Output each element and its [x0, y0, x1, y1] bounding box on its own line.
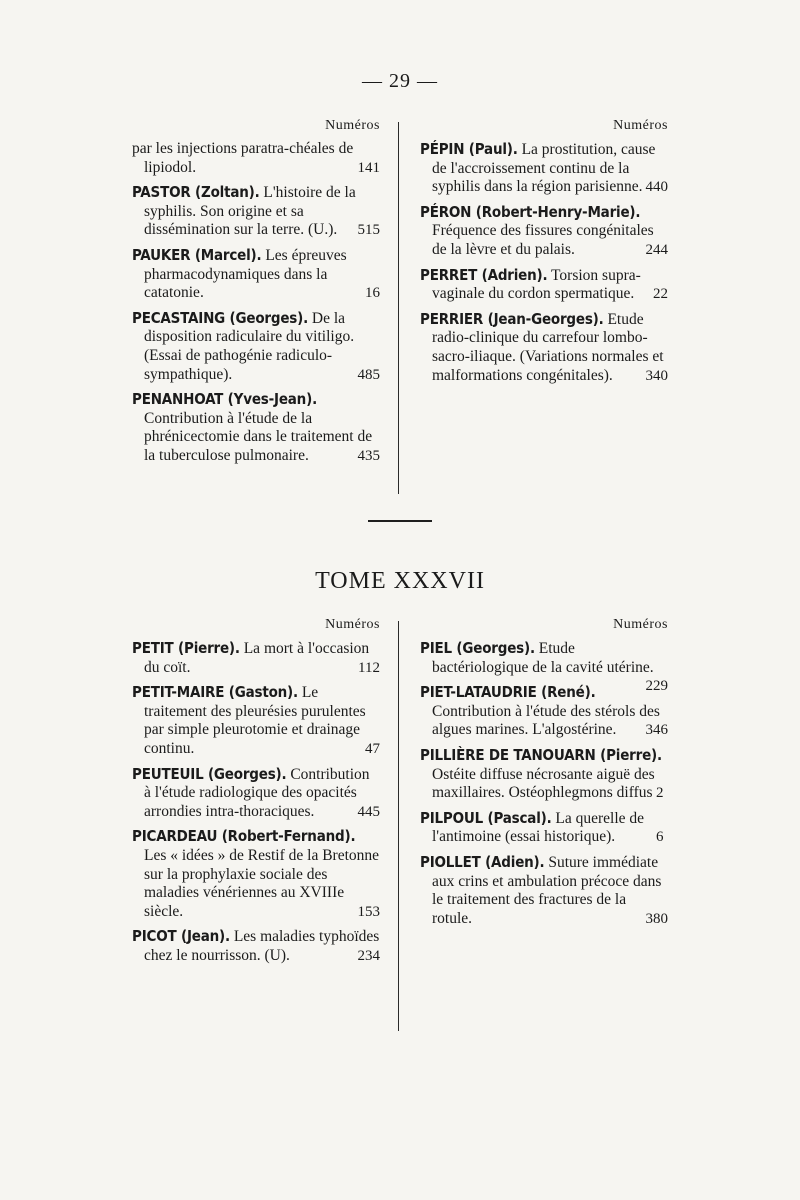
entry-text: [420, 140, 668, 197]
index-entry: [132, 927, 380, 965]
author-name: PETIT-MAIRE (Gaston).: [132, 683, 298, 702]
column-header: Numéros: [613, 118, 668, 133]
entry-text: [132, 390, 380, 465]
entry-number: 340: [645, 367, 668, 384]
thesis-title: La querelle de l'antimoine (essai historique).: [432, 809, 645, 846]
author-name: PETIT (Pierre).: [132, 639, 240, 657]
entry-number: 435: [357, 447, 380, 464]
thesis-title: Etude radio-clinique du carrefour lombo-sacro-iliaque. (Variations normales et malformations congénitales).: [432, 310, 664, 384]
entry-text: [132, 183, 380, 240]
author-name: PILLIÈRE DE TANOUARN (Pierre).: [420, 745, 662, 764]
entry-text: [132, 639, 380, 677]
page-number: — 29 —: [362, 70, 438, 92]
entry-text: [420, 853, 668, 928]
author-name: PIET-LATAUDRIE (René).: [420, 683, 596, 702]
entries: [420, 639, 668, 928]
author-name: PERRIER (Jean-Georges).: [420, 309, 604, 328]
author-name: PASTOR (Zoltan).: [132, 183, 260, 202]
entry-text: [132, 827, 380, 921]
author-name: PÉRON (Robert-Henry-Marie).: [420, 202, 641, 221]
thesis-title: La mort à l'occasion du coït.: [144, 640, 370, 676]
tome-title: TOME XXXVII: [315, 568, 485, 594]
index-entry: [132, 183, 380, 240]
index-entry: [420, 140, 668, 197]
entry-text: [132, 140, 380, 177]
author-name: PILPOUL (Pascal).: [420, 808, 552, 827]
index-entry: [420, 266, 668, 304]
index-entry: [420, 809, 668, 847]
author-name: PENANHOAT (Yves-Jean).: [132, 390, 317, 409]
author-name: PICARDEAU (Robert-Fernand).: [132, 827, 356, 846]
index-entry: [420, 310, 668, 385]
author-name: PÉPIN (Paul).: [420, 140, 518, 158]
entry-number: 346: [645, 722, 668, 739]
entry-text: [132, 309, 380, 384]
entry-text: [132, 683, 380, 758]
entry-number: 16: [365, 285, 380, 302]
entry-number: 380: [645, 910, 668, 927]
entry-number: 244: [645, 241, 668, 258]
thesis-title: Les maladies typhoïdes chez le nourrisson. (U).: [144, 928, 380, 964]
author-name: PEUTEUIL (Georges).: [132, 764, 287, 783]
entry-text: [420, 683, 668, 740]
thesis-title: Suture immédiate aux crins et ambulation précoce dans le traitement des fractures de la rotule.: [432, 853, 662, 927]
entry-text: [132, 927, 380, 965]
thesis-title: Contribution à l'étude de la phrénicectomie dans le traitement de la tuberculose pulmonaire.: [144, 409, 373, 464]
top-left-column: [132, 118, 380, 472]
entry-number: 47: [365, 740, 380, 757]
thesis-title: Contribution à l'étude radiologique des opacités arrondies intra-thoraciques.: [144, 765, 370, 820]
thesis-title: L'histoire de la syphilis. Son origine et sa dissémination sur la terre. (U.).: [144, 184, 356, 239]
entry-number: 445: [357, 803, 380, 820]
column-header: Numéros: [325, 118, 380, 133]
entry-number: 112: [358, 659, 380, 676]
entry-number: 234: [357, 947, 380, 964]
index-entry: [420, 683, 668, 740]
author-name: PICOT (Jean).: [132, 927, 230, 946]
author-name: PIEL (Georges).: [420, 639, 535, 657]
entry-number: 141: [357, 159, 380, 176]
entry-number: 153: [357, 903, 380, 920]
thesis-title: Les épreuves pharmacodynamiques dans la catatonie.: [144, 246, 347, 302]
author-name: PERRET (Adrien).: [420, 265, 548, 284]
thesis-title: Contribution à l'étude des stérols des algues marines. L'algostérine.: [432, 702, 660, 739]
index-entry: [420, 853, 668, 928]
entry-number: 485: [357, 366, 380, 383]
top-right-column: [420, 118, 668, 472]
bottom-right-column: [420, 617, 668, 972]
author-name: PIOLLET (Adien).: [420, 852, 545, 871]
entry-number: 440: [645, 179, 668, 196]
entry-number: 515: [357, 222, 380, 239]
index-entry: [132, 140, 380, 177]
thesis-title: De la disposition radiculaire du vitiligo. (Essai de pathogénie radiculo-sympathique).: [144, 309, 355, 383]
index-entry: [420, 203, 668, 260]
thesis-title: Ostéite diffuse nécrosante aiguë des maxillaires. Ostéophlegmons diffus: [432, 765, 655, 802]
entry-text: [420, 203, 668, 260]
entries: [132, 639, 380, 966]
entry-text: [420, 310, 668, 385]
entry-text: [132, 765, 380, 822]
bottom-left-column: [132, 617, 380, 972]
entry-text: [132, 246, 380, 303]
index-entry: [420, 746, 668, 803]
author-name: PECASTAING (Georges).: [132, 308, 309, 327]
entry-number: 22: [653, 286, 668, 303]
top-section: [132, 118, 680, 472]
column-divider: [398, 122, 399, 494]
thesis-title: Etude bactériologique de la cavité utérine.: [432, 640, 654, 676]
index-entry: [132, 683, 380, 758]
entries: [420, 140, 668, 385]
column-header: Numéros: [325, 617, 380, 632]
entries: [132, 140, 380, 466]
entry-text: [420, 266, 668, 304]
index-entry: [132, 309, 380, 384]
thesis-title: Torsion supra-vaginale du cordon spermatique.: [432, 266, 641, 303]
thesis-title: Fréquence des fissures congénitales de la lèvre et du palais.: [432, 222, 654, 258]
index-entry: [132, 765, 380, 822]
entry-text: PILLIÈRE DE TANOUARN (Pierre). Ostéite diffuse nécrosante aiguë des maxillaires. Ostéophlegmons diffus 2: [420, 745, 664, 802]
index-entry: [132, 639, 380, 677]
entry-number: 229: [645, 678, 668, 695]
index-entry: [132, 827, 380, 921]
index-entry: [132, 246, 380, 303]
thesis-title: Les « idées » de Restif de la Bretonne sur la prophylaxie sociale des maladies vénériennes au XVIIIe siècle.: [144, 846, 380, 920]
bottom-section: [132, 617, 680, 972]
thesis-title: Le traitement des pleurésies purulentes par simple pleurotomie et drainage continu.: [144, 684, 366, 757]
author-name: PAUKER (Marcel).: [132, 245, 262, 264]
index-entry: [132, 390, 380, 465]
section-rule: [368, 520, 432, 522]
entry-text: PILPOUL (Pascal). La querelle de l'antimoine (essai historique). 6: [420, 808, 664, 846]
column-divider: [398, 621, 399, 1031]
thesis-title: La prostitution, cause de l'accroissement continu de la syphilis dans la région parisienne.: [432, 141, 656, 196]
column-header: Numéros: [613, 617, 668, 632]
thesis-title: par les injections paratra-chéales de lipiodol.: [132, 140, 354, 176]
